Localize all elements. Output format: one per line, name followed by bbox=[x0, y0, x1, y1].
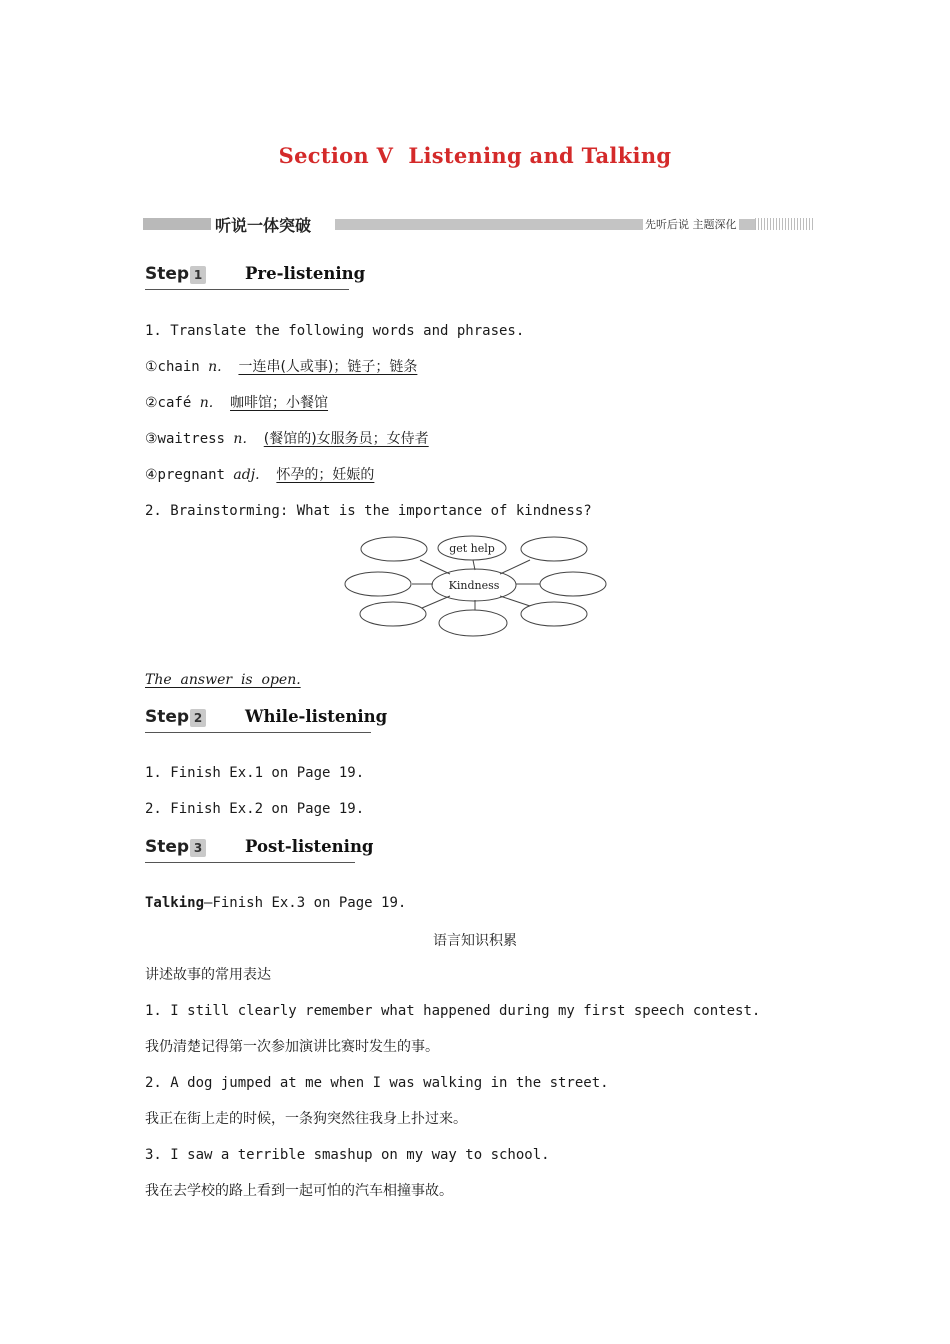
talking-text: —Finish Ex.3 on Page 19. bbox=[204, 895, 407, 911]
word-answer: 咖啡馆；小餐馆 bbox=[230, 395, 329, 411]
empty-node bbox=[345, 572, 411, 596]
step-underline bbox=[145, 289, 349, 290]
empty-node bbox=[439, 610, 507, 636]
connector bbox=[500, 560, 530, 574]
word-pos: n. bbox=[199, 395, 214, 411]
step-name: While-listening bbox=[245, 707, 388, 726]
banner-tag: 先听后说 主题深化 bbox=[645, 218, 737, 231]
pre-question-1: 1. Translate the following words and phrases. bbox=[145, 323, 525, 339]
connector bbox=[422, 596, 450, 608]
banner-hatch bbox=[755, 218, 813, 230]
while-item-2: 2. Finish Ex.2 on Page 19. bbox=[145, 801, 365, 817]
page-title: Section V Listening and Talking bbox=[278, 143, 672, 168]
word-item-waitress bbox=[145, 430, 429, 448]
step-number-badge: 3 bbox=[190, 839, 206, 857]
knowledge-section-title: 语言知识积累 bbox=[433, 933, 517, 949]
connector bbox=[500, 596, 530, 606]
example-2-cn: 我正在街上走的时候，一条狗突然往我身上扑过来。 bbox=[145, 1111, 467, 1127]
word-answer: 一连串(人或事)；链子；链条 bbox=[238, 359, 418, 375]
step-underline bbox=[145, 862, 355, 863]
kindness-mind-map bbox=[340, 532, 612, 640]
word-item-pregnant bbox=[145, 466, 374, 484]
step-name: Pre-listening bbox=[245, 264, 366, 283]
section-banner bbox=[143, 213, 813, 235]
empty-node bbox=[361, 537, 427, 561]
example-2-en: 2. A dog jumped at me when I was walking in the street. bbox=[145, 1075, 609, 1091]
step-word: Step bbox=[145, 837, 190, 857]
step-word: Step bbox=[145, 707, 190, 727]
word-term: ③waitress bbox=[145, 431, 234, 447]
example-1-cn: 我仍清楚记得第一次参加演讲比赛时发生的事。 bbox=[145, 1039, 439, 1055]
open-answer: The answer is open. bbox=[145, 672, 301, 688]
banner-bar-left bbox=[143, 218, 211, 230]
node-label-kindness: Kindness bbox=[448, 579, 500, 592]
word-term: ①chain bbox=[145, 359, 209, 375]
knowledge-subheading: 讲述故事的常用表达 bbox=[145, 967, 271, 983]
empty-node bbox=[540, 572, 606, 596]
word-item-chain bbox=[145, 358, 417, 376]
word-pos: adj. bbox=[233, 467, 260, 483]
talking-label: Talking bbox=[145, 895, 205, 911]
word-answer: 怀孕的；妊娠的 bbox=[276, 467, 375, 483]
word-pos: n. bbox=[233, 431, 247, 447]
word-pos: n. bbox=[208, 359, 222, 375]
word-item-cafe bbox=[145, 394, 328, 412]
banner-label: 听说一体突破 bbox=[215, 216, 312, 235]
word-term: ④pregnant bbox=[145, 467, 234, 483]
talking-instruction bbox=[145, 894, 406, 912]
step-word: Step bbox=[145, 264, 190, 284]
pre-question-2: 2. Brainstorming: What is the importance of kindness? bbox=[145, 503, 592, 519]
empty-node bbox=[521, 537, 587, 561]
empty-node bbox=[521, 602, 587, 626]
example-3-cn: 我在去学校的路上看到一起可怕的汽车相撞事故。 bbox=[145, 1183, 453, 1199]
step-number-badge: 2 bbox=[190, 709, 206, 727]
step-underline bbox=[145, 732, 371, 733]
connector bbox=[420, 560, 450, 574]
step-name: Post-listening bbox=[245, 837, 374, 856]
example-1-en: 1. I still clearly remember what happened during my first speech contest. bbox=[145, 1003, 761, 1019]
while-item-1: 1. Finish Ex.1 on Page 19. bbox=[145, 765, 365, 781]
word-answer: (餐馆的)女服务员；女侍者 bbox=[263, 431, 429, 447]
node-label-get-help: get help bbox=[449, 542, 495, 555]
example-3-en: 3. I saw a terrible smashup on my way to school. bbox=[145, 1147, 550, 1163]
empty-node bbox=[360, 602, 426, 626]
step-number-badge: 1 bbox=[190, 266, 206, 284]
word-term: ②café bbox=[145, 395, 200, 411]
